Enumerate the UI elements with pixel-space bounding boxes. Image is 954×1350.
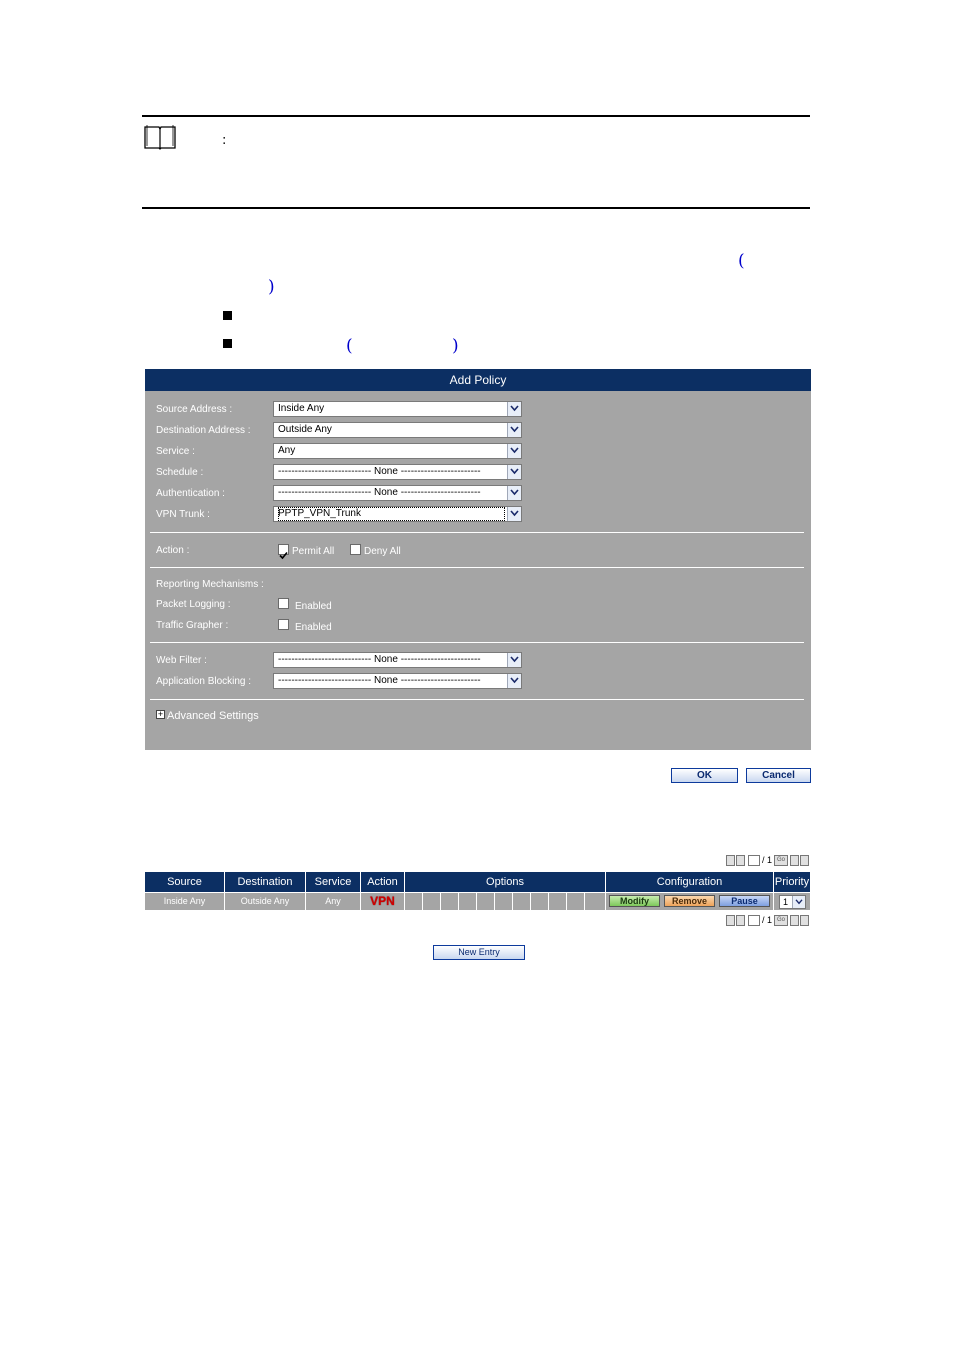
paren-open-2: ( xyxy=(346,336,353,356)
col-source: Source xyxy=(145,872,225,892)
section-divider xyxy=(150,532,804,533)
col-service: Service xyxy=(306,872,361,892)
col-action: Action xyxy=(361,872,405,892)
web-filter-label: Web Filter : xyxy=(156,655,207,666)
book-note-icon xyxy=(144,124,176,150)
option-cell xyxy=(405,893,423,910)
first-page-icon[interactable] xyxy=(726,915,735,926)
option-cell xyxy=(423,893,441,910)
paren-open-1: ( xyxy=(738,251,745,271)
authentication-select[interactable]: ---------------------------- None ------------------------ xyxy=(273,485,522,501)
reporting-mechanisms-label: Reporting Mechanisms : xyxy=(156,579,264,590)
last-page-icon[interactable] xyxy=(800,915,809,926)
row-service: Any xyxy=(306,893,361,910)
pager-top xyxy=(726,855,810,867)
prev-page-icon[interactable] xyxy=(736,855,745,866)
deny-all-checkbox[interactable] xyxy=(350,544,361,555)
page-total: / 1 xyxy=(762,915,773,925)
chevron-down-icon xyxy=(507,465,521,479)
schedule-select[interactable]: ---------------------------- None ------------------------ xyxy=(273,464,522,480)
note-colon: : xyxy=(222,133,227,148)
col-priority: Priority xyxy=(774,872,810,892)
option-cell xyxy=(477,893,495,910)
service-label: Service : xyxy=(156,446,195,457)
option-cell xyxy=(513,893,531,910)
chevron-down-icon xyxy=(507,423,521,437)
section-divider xyxy=(150,642,804,643)
service-select[interactable]: Any xyxy=(273,443,522,459)
page-total: / 1 xyxy=(762,855,773,865)
application-blocking-select[interactable]: ---------------------------- None ------------------------ xyxy=(273,673,522,689)
advanced-settings-toggle[interactable] xyxy=(156,710,165,719)
chevron-down-icon xyxy=(507,486,521,500)
first-page-icon[interactable] xyxy=(726,855,735,866)
vpn-trunk-select[interactable]: PPTP_VPN_Trunk xyxy=(273,506,522,522)
packet-logging-label: Packet Logging : xyxy=(156,599,231,610)
checkmark-icon xyxy=(279,551,288,560)
prev-page-icon[interactable] xyxy=(736,915,745,926)
option-cell xyxy=(549,893,567,910)
destination-address-label: Destination Address : xyxy=(156,425,251,436)
modify-button[interactable]: Modify xyxy=(609,895,660,907)
option-cell xyxy=(459,893,477,910)
go-button[interactable]: Go xyxy=(774,915,788,926)
add-policy-title: Add Policy xyxy=(145,369,811,391)
section-divider xyxy=(150,699,804,700)
vpn-action-icon: VPN xyxy=(370,894,395,908)
traffic-grapher-enabled-label: Enabled xyxy=(295,622,332,633)
application-blocking-label: Application Blocking : xyxy=(156,676,252,687)
go-button[interactable]: Go xyxy=(774,855,788,866)
pager-bottom xyxy=(726,915,810,927)
chevron-down-icon xyxy=(507,444,521,458)
authentication-label: Authentication : xyxy=(156,488,225,499)
permit-all-checkbox[interactable] xyxy=(278,544,289,555)
action-label: Action : xyxy=(156,545,190,556)
paren-close-2: ) xyxy=(452,336,459,356)
col-configuration: Configuration xyxy=(606,872,774,892)
deny-all-label: Deny All xyxy=(364,546,401,557)
row-source: Inside Any xyxy=(145,893,225,910)
chevron-down-icon xyxy=(507,653,521,667)
priority-select[interactable]: 1 xyxy=(779,895,806,909)
next-page-icon[interactable] xyxy=(790,855,799,866)
paren-close-1: ) xyxy=(268,277,275,297)
col-options: Options xyxy=(405,872,606,892)
chevron-down-icon xyxy=(507,674,521,688)
remove-button[interactable]: Remove xyxy=(664,895,715,907)
option-cell xyxy=(495,893,513,910)
col-destination: Destination xyxy=(225,872,306,892)
destination-address-select[interactable]: Outside Any xyxy=(273,422,522,438)
vpn-trunk-label: VPN Trunk : xyxy=(156,509,210,520)
last-page-icon[interactable] xyxy=(800,855,809,866)
advanced-settings-label[interactable]: Advanced Settings xyxy=(167,710,259,722)
page-number-input[interactable] xyxy=(748,915,760,926)
ok-button[interactable]: OK xyxy=(671,768,738,783)
source-address-label: Source Address : xyxy=(156,404,233,415)
section-divider xyxy=(150,567,804,568)
chevron-down-icon xyxy=(507,507,521,521)
chevron-down-icon xyxy=(507,402,521,416)
option-cell xyxy=(567,893,585,910)
bullet-1 xyxy=(223,311,232,320)
note-bottom-rule xyxy=(142,207,810,209)
traffic-grapher-checkbox[interactable] xyxy=(278,619,289,630)
source-address-select[interactable]: Inside Any xyxy=(273,401,522,417)
add-policy-panel xyxy=(145,369,811,750)
option-cell xyxy=(441,893,459,910)
row-action xyxy=(361,893,405,910)
traffic-grapher-label: Traffic Grapher : xyxy=(156,620,229,631)
new-entry-button[interactable]: New Entry xyxy=(433,945,525,960)
page-number-input[interactable] xyxy=(748,855,760,866)
pause-button[interactable]: Pause xyxy=(719,895,770,907)
expand-plus-icon: + xyxy=(157,709,164,719)
option-cell xyxy=(531,893,549,910)
option-cell xyxy=(585,893,606,910)
cancel-button[interactable]: Cancel xyxy=(746,768,811,783)
permit-all-label: Permit All xyxy=(292,546,335,557)
chevron-down-icon xyxy=(792,896,805,908)
bullet-2 xyxy=(223,339,232,348)
schedule-label: Schedule : xyxy=(156,467,204,478)
packet-logging-enabled-label: Enabled xyxy=(295,601,332,612)
packet-logging-checkbox[interactable] xyxy=(278,598,289,609)
row-destination: Outside Any xyxy=(225,893,306,910)
web-filter-select[interactable]: ---------------------------- None ------------------------ xyxy=(273,652,522,668)
next-page-icon[interactable] xyxy=(790,915,799,926)
note-top-rule xyxy=(142,115,810,117)
